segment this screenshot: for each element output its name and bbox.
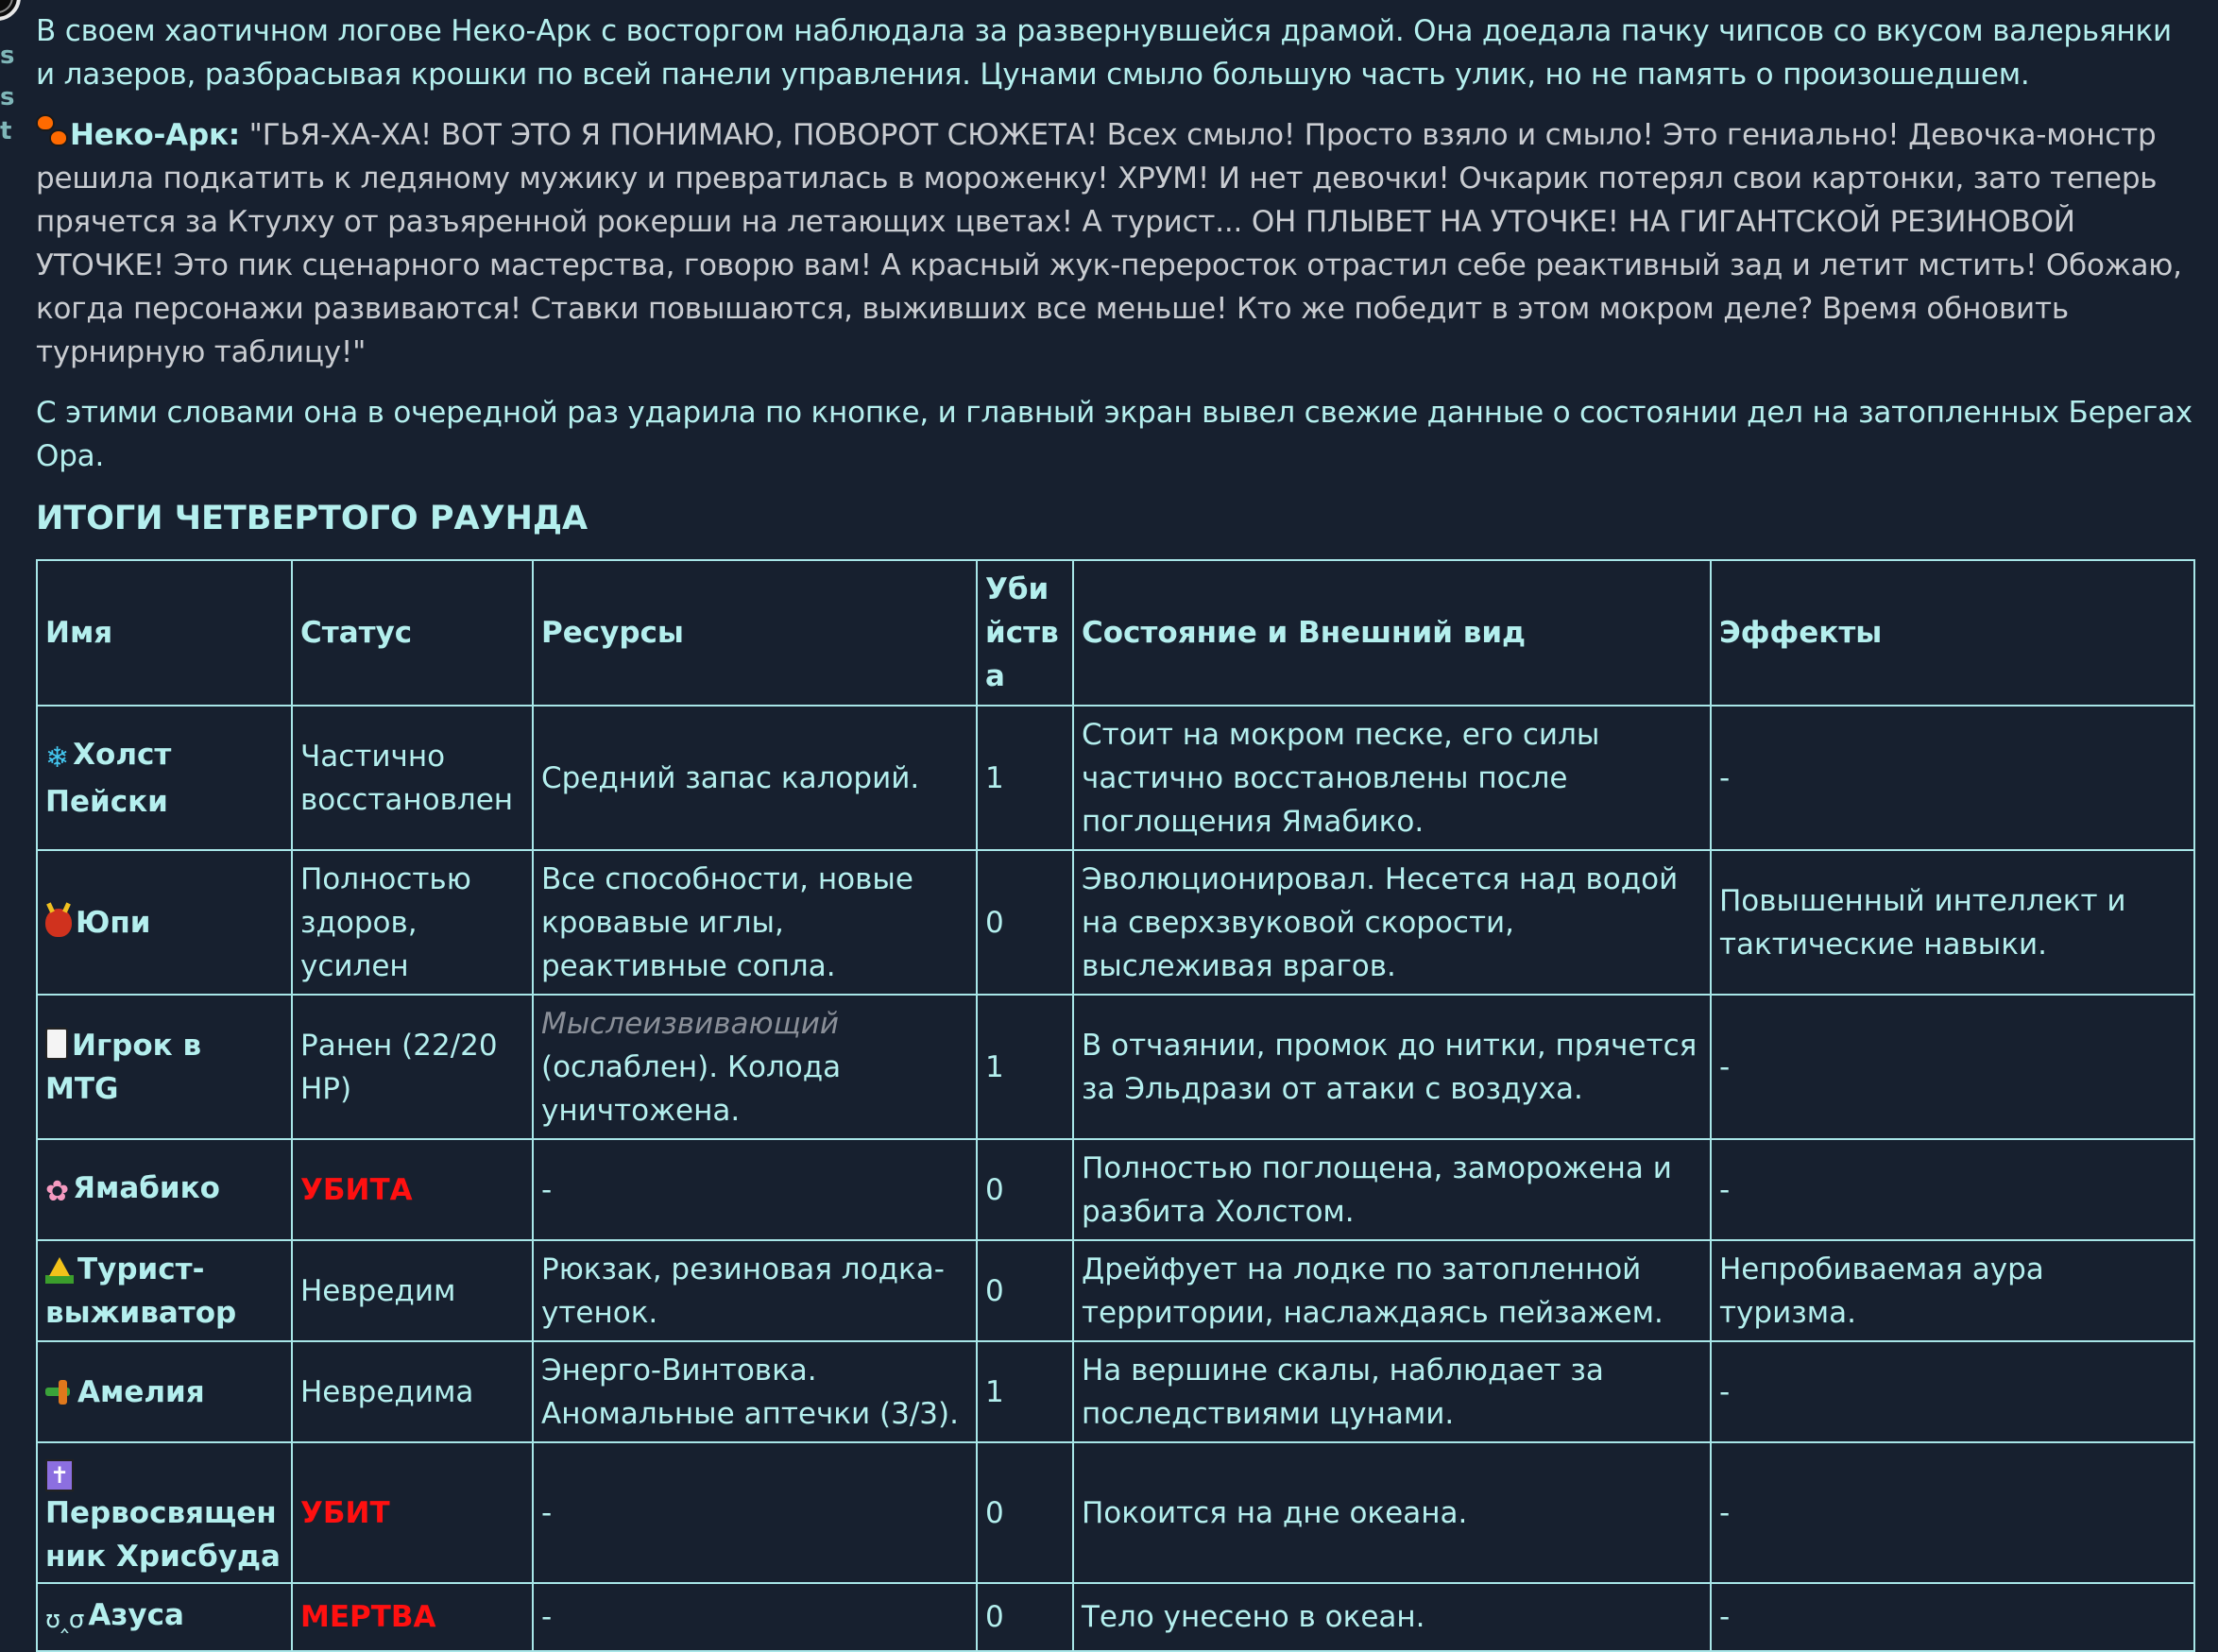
left-gutter bbox=[0, 0, 19, 189]
resources-text: Рюкзак, резиновая лодка-утенок. bbox=[541, 1252, 945, 1330]
cell-resources bbox=[533, 850, 977, 995]
status-text: Невредима bbox=[300, 1374, 474, 1409]
cell-name bbox=[37, 850, 292, 995]
cell-resources bbox=[533, 995, 977, 1139]
camping-tent-icon bbox=[45, 1255, 74, 1284]
snowflake-icon: ❄ bbox=[45, 741, 70, 775]
status-dead-badge: МЕРТВА bbox=[300, 1600, 436, 1634]
status-text: Невредим bbox=[300, 1273, 456, 1308]
cell-kills: 0 bbox=[977, 1240, 1073, 1341]
cherry-blossom-icon: ✿ bbox=[45, 1174, 70, 1208]
gutter-letter: s bbox=[0, 42, 15, 70]
cell-condition: На вершине скалы, наблюдает за последствиями цунами. bbox=[1073, 1341, 1711, 1442]
oni-mask-icon bbox=[45, 909, 72, 937]
intro-paragraph: В своем хаотичном логове Неко-Арк с восторгом наблюдала за развернувшейся драмой. Она доедала пачку чипсов со вкусом валерьянки и лазеров, разбрасывая крошки по всей панели управления. Цунами смыло большую часть улик, но не память о произошедшем. bbox=[36, 14, 2172, 92]
resources-text: Все способности, новые кровавые иглы, реактивные сопла. bbox=[541, 861, 913, 983]
cell-name bbox=[37, 1583, 292, 1651]
cell-kills: 0 bbox=[977, 850, 1073, 995]
cell-name bbox=[37, 1341, 292, 1442]
table-row bbox=[37, 1341, 2194, 1442]
cell-resources bbox=[533, 1442, 977, 1583]
cell-kills: 1 bbox=[977, 995, 1073, 1139]
table-header-row bbox=[37, 560, 2194, 706]
character-name: Первосвященник Хрисбуда bbox=[45, 1496, 281, 1574]
cell-name bbox=[37, 1442, 292, 1583]
resources-text: (ослаблен). Колода уничтожена. bbox=[541, 1049, 842, 1128]
paw-prints-icon bbox=[36, 114, 70, 148]
cell-effects: - bbox=[1711, 1139, 2194, 1240]
status-text: Частично восстановлен bbox=[300, 739, 514, 817]
table-row bbox=[37, 1583, 2194, 1651]
cell-kills: 1 bbox=[977, 706, 1073, 850]
outro-paragraph: С этими словами она в очередной раз ударила по кнопке, и главный экран вывел свежие данные о состоянии дел на затопленных Берегах Ора. bbox=[36, 396, 2192, 473]
cell-status bbox=[292, 1341, 533, 1442]
speaker-quote: "ГЬЯ-ХА-ХА! ВОТ ЭТО Я ПОНИМАЮ, ПОВОРОТ СЮЖЕТА! Всех смыло! Просто взяло и смыло! Это гениально! Девочка-монстр решила подкатить к ледяному мужику и превратилась в мороженку! ХРУМ! И нет девочки! Очкарик потерял свои картонки, зато теперь прячется за Ктулху от разъяренной рокерши на летающих цветах! А турист... ОН ПЛЫВЕТ НА УТОЧКЕ! НА ГИГАНТСКОЙ РЕЗИНОВОЙ УТОЧКЕ! Это пик сценарного мастерства, говорю вам! А красный жук-переросток отрастил себе реактивный зад и летит мстить! Обожаю, когда персонажи развиваются! Ставки повышаются, выживших все меньше! Кто же победит в этом мокром деле? Время обновить турнирную таблицу!" bbox=[36, 118, 2182, 369]
table-row bbox=[37, 1240, 2194, 1341]
gutter-letter: s bbox=[0, 83, 15, 111]
cell-effects: Повышенный интеллект и тактические навыки. bbox=[1711, 850, 2194, 995]
cell-status bbox=[292, 1583, 533, 1651]
speaker-quote-paragraph bbox=[36, 113, 2199, 374]
character-name: Турист-выживатор bbox=[45, 1252, 237, 1330]
cell-name bbox=[37, 995, 292, 1139]
cell-condition: Дрейфует на лодке по затопленной территории, наслаждаясь пейзажем. bbox=[1073, 1240, 1711, 1341]
table-row bbox=[37, 1442, 2194, 1583]
speaker-name: Неко-Арк: bbox=[70, 118, 240, 152]
cell-condition: Тело унесено в океан. bbox=[1073, 1583, 1711, 1651]
latin-cross-icon: ✝ bbox=[45, 1459, 74, 1491]
header-status[interactable]: Статус bbox=[292, 560, 533, 706]
resources-text: Средний запас калорий. bbox=[541, 760, 920, 795]
resource-italic-item: Мыслеизвивающий bbox=[541, 1006, 840, 1041]
cell-effects: Непробиваемая аура туризма. bbox=[1711, 1240, 2194, 1341]
character-name: Азуса bbox=[88, 1597, 184, 1632]
cell-name bbox=[37, 1240, 292, 1341]
avatar[interactable] bbox=[0, 0, 21, 21]
cell-kills: 0 bbox=[977, 1139, 1073, 1240]
message-content bbox=[36, 9, 2199, 1652]
results-table bbox=[36, 559, 2195, 1652]
character-name: Амелия bbox=[77, 1374, 205, 1409]
cell-resources bbox=[533, 706, 977, 850]
cell-condition: Полностью поглощена, заморожена и разбита Холстом. bbox=[1073, 1139, 1711, 1240]
cell-status bbox=[292, 1442, 533, 1583]
status-text: Ранен (22/20 HP) bbox=[300, 1028, 498, 1106]
character-name: Холст Пейски bbox=[45, 737, 172, 819]
cell-resources bbox=[533, 1139, 977, 1240]
cell-condition: Покоится на дне океана. bbox=[1073, 1442, 1711, 1583]
header-name[interactable]: Имя bbox=[37, 560, 292, 706]
status-dead-badge: УБИТА bbox=[300, 1172, 413, 1207]
cell-status bbox=[292, 995, 533, 1139]
cell-condition: В отчаянии, промок до нитки, прячется за Эльдрази от атаки с воздуха. bbox=[1073, 995, 1711, 1139]
cell-resources bbox=[533, 1240, 977, 1341]
cell-effects: - bbox=[1711, 706, 2194, 850]
resources-text: Энерго-Винтовка. Аномальные аптечки (3/3). bbox=[541, 1353, 959, 1431]
cell-kills: 0 bbox=[977, 1442, 1073, 1583]
cell-status bbox=[292, 850, 533, 995]
cell-resources bbox=[533, 1583, 977, 1651]
resources-text: - bbox=[541, 1600, 553, 1634]
cell-name bbox=[37, 706, 292, 850]
cell-effects: - bbox=[1711, 1442, 2194, 1583]
character-name: Юпи bbox=[76, 905, 151, 940]
cell-effects: - bbox=[1711, 995, 2194, 1139]
cell-condition: Эволюционировал. Несется над водой на сверхзвуковой скорости, выслеживая врагов. bbox=[1073, 850, 1711, 995]
cell-name bbox=[37, 1139, 292, 1240]
resources-text: - bbox=[541, 1172, 553, 1207]
character-name: Ямабико bbox=[73, 1170, 220, 1205]
table-row bbox=[37, 706, 2194, 850]
header-resources[interactable]: Ресурсы bbox=[533, 560, 977, 706]
kaomoji-icon: ʊ‸σ bbox=[45, 1605, 85, 1634]
cell-status bbox=[292, 706, 533, 850]
status-dead-badge: УБИТ bbox=[300, 1495, 390, 1530]
joker-card-icon bbox=[45, 1028, 68, 1060]
resources-text: - bbox=[541, 1495, 553, 1530]
table-row bbox=[37, 850, 2194, 995]
cell-effects: - bbox=[1711, 1341, 2194, 1442]
cell-kills: 0 bbox=[977, 1583, 1073, 1651]
header-effects[interactable]: Эффекты bbox=[1711, 560, 2194, 706]
character-name: Игрок в MTG bbox=[45, 1028, 202, 1106]
cell-condition: Стоит на мокром песке, его силы частично восстановлены после поглощения Ямабико. bbox=[1073, 706, 1711, 850]
water-pistol-icon bbox=[45, 1378, 74, 1406]
cell-resources bbox=[533, 1341, 977, 1442]
cell-effects: - bbox=[1711, 1583, 2194, 1651]
cell-status bbox=[292, 1240, 533, 1341]
header-condition[interactable]: Состояние и Внешний вид bbox=[1073, 560, 1711, 706]
header-kills[interactable]: Убийства bbox=[977, 560, 1073, 706]
status-text: Полностью здоров, усилен bbox=[300, 861, 471, 983]
cell-status bbox=[292, 1139, 533, 1240]
table-row bbox=[37, 995, 2194, 1139]
cell-kills: 1 bbox=[977, 1341, 1073, 1442]
results-title: ИТОГИ ЧЕТВЕРТОГО РАУНДА bbox=[36, 500, 589, 537]
table-row bbox=[37, 1139, 2194, 1240]
gutter-letter: t bbox=[0, 117, 12, 145]
